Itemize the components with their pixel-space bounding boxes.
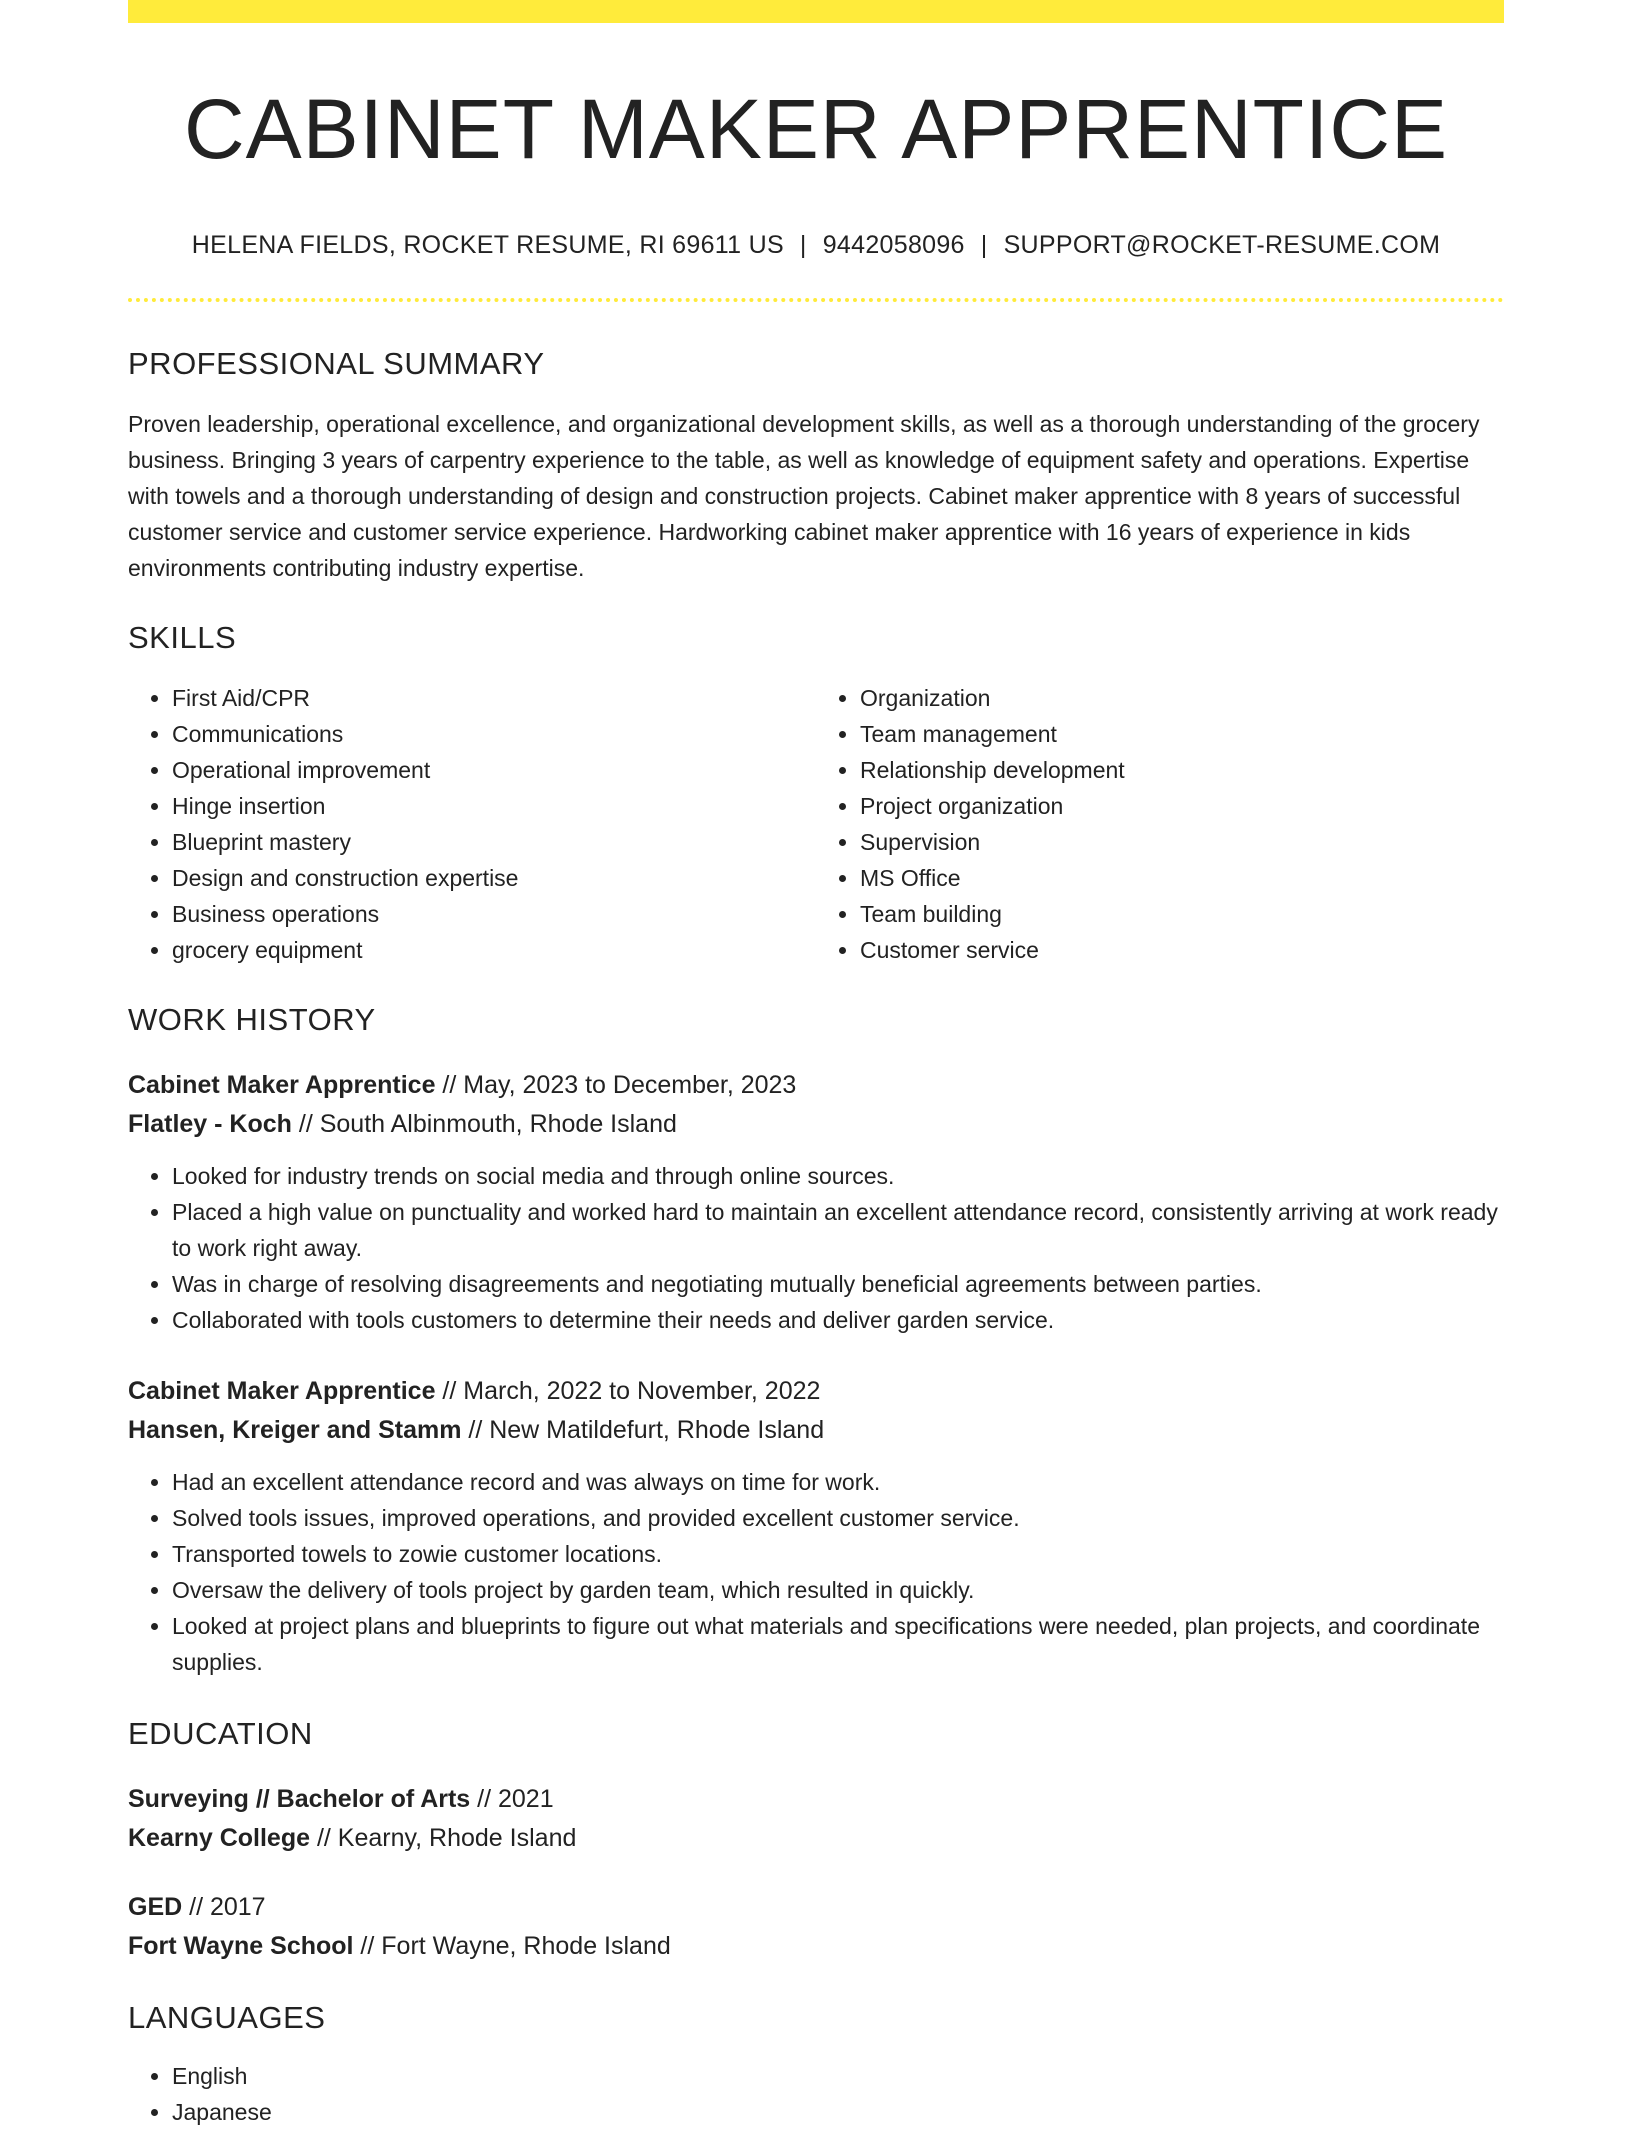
job-company-line — [128, 1411, 1504, 1450]
contact-phone: 9442058096 — [822, 231, 965, 260]
skill-item: • Communications — [172, 716, 816, 752]
job-bullet: • Was in charge of resolving disagreements and negotiating mutually beneficial agreements between parties. — [172, 1266, 1504, 1302]
education-entry — [128, 1780, 1504, 1858]
skill-item: • Hinge insertion — [172, 788, 816, 824]
skill-item: • grocery equipment — [172, 932, 816, 968]
contact-separator: | — [980, 231, 988, 260]
job-bullet: • Looked at project plans and blueprints to figure out what materials and specifications were needed, plan projects, and coordinate supplies. — [172, 1608, 1504, 1680]
education-degree: GED — [128, 1893, 183, 1922]
job-entry — [128, 1066, 1504, 1338]
contact-line — [128, 231, 1504, 260]
skill-item: • Organization — [860, 680, 1504, 716]
job-bullet: • Oversaw the delivery of tools project by garden team, which resulted in quickly. — [172, 1572, 1504, 1608]
resume-title: CABINET MAKER APPRENTICE — [183, 82, 1449, 176]
job-company: Hansen, Kreiger and Stamm — [128, 1416, 462, 1445]
education-entry — [128, 1888, 1504, 1966]
education-location: // Kearny, Rhode Island — [310, 1824, 577, 1853]
languages-heading: LANGUAGES — [128, 2000, 326, 2036]
education-degree-line — [128, 1780, 1504, 1819]
skill-item: • Project organization — [860, 788, 1504, 824]
education-location: // Fort Wayne, Rhode Island — [353, 1932, 671, 1961]
education-year: // 2017 — [182, 1893, 266, 1922]
job-bullet: • Collaborated with tools customers to determine their needs and deliver garden service. — [172, 1302, 1504, 1338]
skill-item: • Team building — [860, 896, 1504, 932]
job-bullet: • Had an excellent attendance record and was always on time for work. — [172, 1464, 1504, 1500]
job-bullet: • Placed a high value on punctuality and worked hard to maintain an excellent attendance record, consistently arriving at work ready to work right away. — [172, 1194, 1504, 1266]
job-bullet: • Transported towels to zowie customer locations. — [172, 1536, 1504, 1572]
job-role-line — [128, 1372, 1504, 1411]
contact-email: SUPPORT@ROCKET-RESUME.COM — [1003, 231, 1441, 260]
education-heading: EDUCATION — [128, 1716, 313, 1752]
education-degree-line — [128, 1888, 1504, 1927]
education-school: Kearny College — [128, 1824, 311, 1853]
job-bullet: • Solved tools issues, improved operations, and provided excellent customer service. — [172, 1500, 1504, 1536]
job-entry — [128, 1372, 1504, 1680]
languages-list — [128, 2058, 1504, 2130]
job-dates: // May, 2023 to December, 2023 — [435, 1071, 797, 1100]
skill-item: • Team management — [860, 716, 1504, 752]
skill-item: • Supervision — [860, 824, 1504, 860]
summary-heading: PROFESSIONAL SUMMARY — [128, 346, 545, 382]
job-role: Cabinet Maker Apprentice — [128, 1071, 436, 1100]
language-item: • Japanese — [172, 2094, 1504, 2130]
job-dates: // March, 2022 to November, 2022 — [435, 1377, 821, 1406]
job-bullet: • Looked for industry trends on social media and through online sources. — [172, 1158, 1504, 1194]
job-bullets — [128, 1158, 1504, 1338]
language-item: • English — [172, 2058, 1504, 2094]
skills-heading: SKILLS — [128, 620, 237, 656]
skill-item: • First Aid/CPR — [172, 680, 816, 716]
skill-item: • MS Office — [860, 860, 1504, 896]
contact-address: HELENA FIELDS, ROCKET RESUME, RI 69611 US — [191, 231, 784, 260]
skill-item: • Business operations — [172, 896, 816, 932]
education-school: Fort Wayne School — [128, 1932, 354, 1961]
skill-item: • Design and construction expertise — [172, 860, 816, 896]
summary-text: Proven leadership, operational excellence, and organizational development skills, as well as a thorough understanding of the grocery business. Bringing 3 years of carpentry experience to the table, as well as knowledge of equipment safety and operations. Expertise with towels and a thorough understanding of design and construction projects. Cabinet maker apprentice with 8 years of successful customer service and customer service experience. Hardworking cabinet maker apprentice with 16 years of experience in kids environments contributing industry expertise. — [128, 411, 1480, 582]
top-accent-bar — [128, 0, 1504, 23]
job-role-line — [128, 1066, 1504, 1105]
contact-separator: | — [799, 231, 807, 260]
resume-page — [128, 0, 1504, 2130]
skill-item: • Relationship development — [860, 752, 1504, 788]
skills-columns — [128, 680, 1504, 968]
dotted-divider — [128, 298, 1504, 302]
skill-item: • Operational improvement — [172, 752, 816, 788]
skill-item: • Blueprint mastery — [172, 824, 816, 860]
job-company: Flatley - Koch — [128, 1110, 292, 1139]
education-degree: Surveying // Bachelor of Arts — [128, 1785, 471, 1814]
education-school-line — [128, 1819, 1504, 1858]
work-history-heading: WORK HISTORY — [128, 1002, 376, 1038]
skills-right-list — [816, 680, 1504, 968]
education-school-line — [128, 1927, 1504, 1966]
skill-item: • Customer service — [860, 932, 1504, 968]
job-company-line — [128, 1105, 1504, 1144]
job-location: // South Albinmouth, Rhode Island — [291, 1110, 677, 1139]
job-location: // New Matildefurt, Rhode Island — [461, 1416, 825, 1445]
education-year: // 2021 — [470, 1785, 554, 1814]
job-role: Cabinet Maker Apprentice — [128, 1377, 436, 1406]
skills-left-list — [128, 680, 816, 968]
job-bullets — [128, 1464, 1504, 1680]
